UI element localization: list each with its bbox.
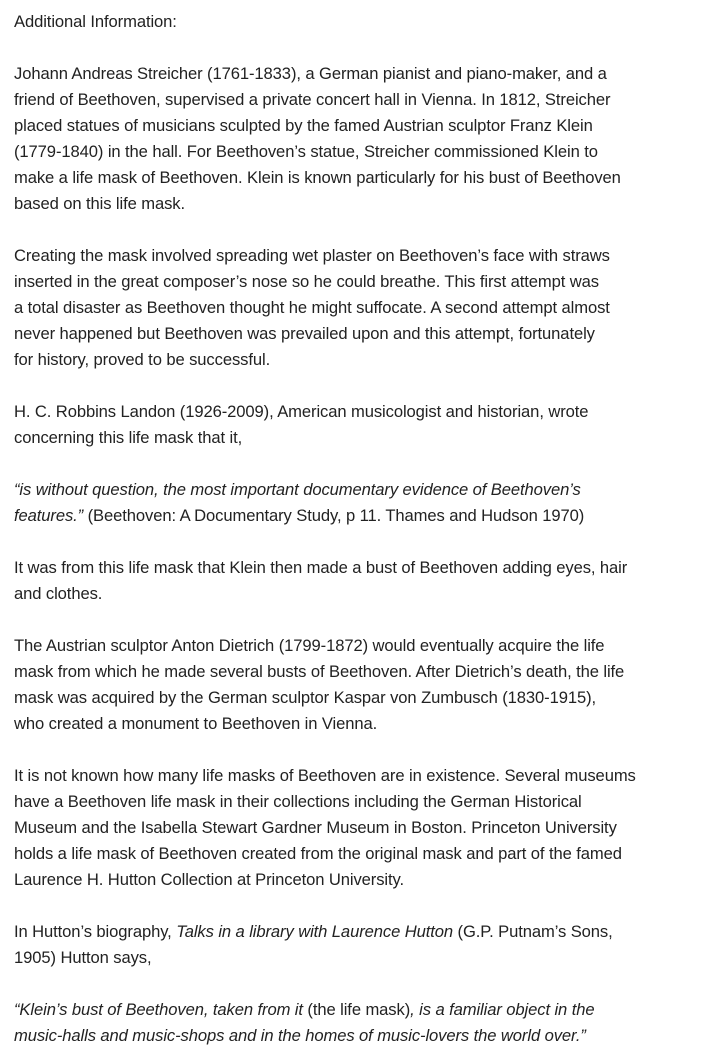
paragraph-klein-bust: It was from this life mask that Klein then made a bust of Beethoven adding eyes, hair and clothes.	[14, 558, 628, 603]
book-title: Talks in a library with Laurence Hutton	[176, 922, 454, 941]
quote-hutton	[14, 997, 702, 1049]
paragraph-landon: H. C. Robbins Landon (1926-2009), American musicologist and historian, wrote concerning this life mask that it,	[14, 402, 589, 447]
quote-hutton-part1: “Klein’s bust of Beethoven, taken from it	[14, 1000, 303, 1019]
paragraph-dietrich: The Austrian sculptor Anton Dietrich (1799-1872) would eventually acquire the life mask from which he made several busts of Beethoven. After Dietrich’s death, the life mask was acquired by the German sculptor Kaspar von Zumbusch (1830-1915), who created a monument to Beethoven in Vienna.	[14, 636, 625, 733]
quote-hutton-part2: , is a familiar object in the music-halls and music-shops and in the homes of music-lovers the world over.”	[14, 1000, 595, 1045]
paragraph-hutton	[14, 919, 702, 971]
hutton-intro: In Hutton’s biography,	[14, 922, 177, 941]
paragraph-mask-creation: Creating the mask involved spreading wet plaster on Beethoven’s face with straws inserted in the great composer’s nose so he could breathe. This first attempt was a total disaster as Beethoven thought he might suffocate. A second attempt almost never happened but Beethoven was prevailed upon and this attempt, fortunately for history, proved to be successful.	[14, 246, 610, 369]
article-body	[14, 9, 702, 1049]
paragraph-streicher: Johann Andreas Streicher (1761-1833), a German pianist and piano-maker, and a friend of Beethoven, supervised a private concert hall in Vienna. In 1812, Streicher placed statues of musicians sculpted by the famed Austrian sculptor Franz Klein (1779-1840) in the hall. For Beethoven’s statue, Streicher commissioned Klein to make a life mask of Beethoven. Klein is known particularly for his bust of Beethoven based on this life mask.	[14, 64, 621, 213]
quote-hutton-aside: (the life mask)	[302, 1000, 411, 1019]
quote-landon	[14, 477, 702, 529]
paragraph-museums: It is not known how many life masks of Beethoven are in existence. Several museums have a Beethoven life mask in their collections including the German Historical Museum and the Isabella Stewart Gardner Museum in Boston. Princeton University holds a life mask of Beethoven created from the original mask and part of the famed Laurence H. Hutton Collection at Princeton University.	[14, 766, 636, 889]
section-heading: Additional Information:	[14, 12, 177, 31]
hutton-publisher: (G.P. Putnam’s Sons, 1905) Hutton says,	[14, 922, 613, 967]
quote-landon-text: “is without question, the most important documentary evidence of Beethoven’s features.”	[14, 480, 581, 525]
quote-landon-citation: (Beethoven: A Documentary Study, p 11. Thames and Hudson 1970)	[83, 506, 585, 525]
